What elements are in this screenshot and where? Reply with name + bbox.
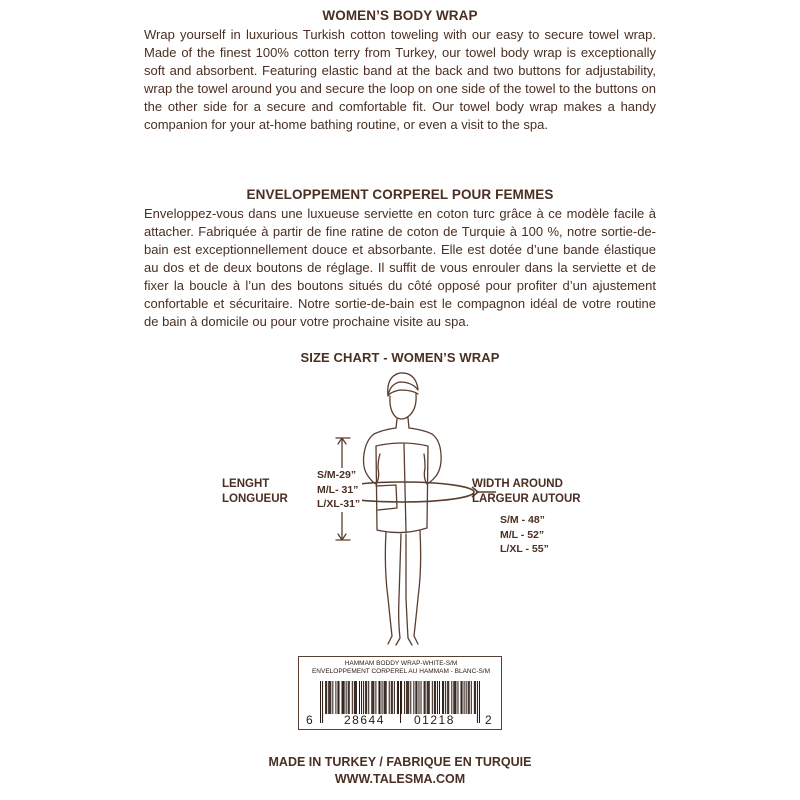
barcode-bar	[332, 681, 333, 714]
barcode-bar	[475, 681, 476, 714]
barcode-bar	[382, 681, 383, 714]
barcode-bar	[391, 681, 392, 714]
barcode-bar	[366, 681, 367, 714]
length-size-lxl: L/XL-31”	[317, 498, 361, 510]
barcode-bar	[379, 681, 380, 714]
barcode-digits-right: 01218	[414, 713, 455, 727]
barcode-digit-first: 6	[306, 713, 313, 727]
barcode-bar	[408, 681, 409, 714]
barcode-bar	[435, 681, 436, 714]
product-label-line1: HAMMAM BODDY WRAP-WHITE-S/M	[344, 660, 458, 667]
barcode-bar	[355, 681, 356, 714]
barcode-bar	[398, 681, 399, 714]
barcode-bar	[385, 681, 386, 714]
french-title: ENVELOPPEMENT CORPEREL POUR FEMMES	[246, 187, 554, 202]
made-in-text: MADE IN TURKEY / FABRIQUE EN TURQUIE	[268, 755, 532, 769]
barcode-bar	[454, 681, 455, 714]
barcode-bar	[320, 681, 321, 723]
barcode-bar	[413, 681, 414, 714]
barcode-bar	[335, 681, 336, 714]
barcode-digits-left: 28644	[344, 713, 385, 727]
barcode-bar	[384, 681, 385, 714]
barcode-bar	[455, 681, 456, 714]
barcode-bar	[401, 681, 402, 714]
barcode-bar	[354, 681, 355, 714]
barcode-bar	[425, 681, 426, 714]
barcode-bar	[407, 681, 408, 714]
barcode-bar	[437, 681, 438, 714]
barcode-bar	[479, 681, 480, 723]
barcode-bar	[344, 681, 345, 714]
barcode-bar	[477, 681, 478, 723]
barcode-bar	[453, 681, 454, 714]
barcode-bar	[410, 681, 411, 714]
barcode-bar	[471, 681, 472, 714]
width-label-en: WIDTH AROUND	[472, 478, 563, 490]
barcode-bar	[329, 681, 330, 714]
barcode-bar	[326, 681, 327, 714]
barcode-bar	[386, 681, 387, 714]
barcode-bar	[389, 681, 390, 714]
barcode-bar	[432, 681, 433, 714]
barcode-bar	[415, 681, 416, 714]
barcode-bar	[365, 681, 366, 714]
barcode-digit-last: 2	[485, 713, 492, 727]
barcode-bar	[356, 681, 357, 714]
english-title: WOMEN’S BODY WRAP	[322, 8, 478, 23]
width-label	[472, 477, 581, 507]
barcode-bar	[447, 681, 448, 714]
barcode-bar	[368, 681, 369, 714]
barcode-bar	[468, 681, 469, 714]
length-label-en: LENGHT	[222, 478, 270, 490]
barcode-bar	[474, 681, 475, 714]
barcode-bar	[359, 681, 360, 714]
barcode-bar	[442, 681, 443, 714]
barcode-bar	[372, 681, 373, 714]
width-size-ml: M/L - 52”	[500, 528, 545, 541]
width-label-fr: LARGEUR AUTOUR	[472, 493, 581, 505]
barcode-bar	[325, 681, 326, 714]
barcode-bar	[375, 681, 376, 714]
barcode-bar	[448, 681, 449, 714]
barcode-bar	[361, 681, 362, 714]
barcode-bar	[424, 681, 425, 714]
barcode-bar	[392, 681, 393, 714]
barcode-bar	[343, 681, 344, 714]
barcode-bar	[404, 681, 405, 714]
barcode-bar	[352, 681, 353, 714]
barcode-bar	[469, 681, 470, 714]
barcode-bar	[400, 681, 401, 723]
barcode-bar	[439, 681, 440, 714]
english-description: Wrap yourself in luxurious Turkish cotton toweling with our easy to secure towel wrap. Made of the finest 100% cotton terry from Turkey, our towel body wrap is exceptionally soft and absorbent. Featuring elastic band at the back and two buttons for adjustability, wrap the towel around you and secure the loop on one side of the towel to the buttons on the other side for a secure and comfortable fit. Our towel body wrap makes a handy companion for your at-home bathing routine, or even a visit to the spa.	[144, 27, 656, 132]
barcode-bar	[457, 681, 458, 714]
width-sizes	[500, 513, 549, 557]
barcode-bar	[342, 681, 343, 714]
barcode-bar	[328, 681, 329, 714]
barcode-bar	[337, 681, 338, 714]
barcode-bar	[349, 681, 350, 714]
width-size-sm: S/M - 48”	[500, 514, 545, 526]
barcode-bar	[348, 681, 349, 714]
length-size-sm: S/M-29”	[317, 469, 357, 481]
barcode-bar	[418, 681, 419, 714]
width-size-lxl: L/XL - 55”	[500, 543, 549, 555]
barcode-bar	[451, 681, 452, 714]
barcode-bar	[322, 681, 323, 723]
barcode-bar	[466, 681, 467, 714]
barcode-bar	[397, 681, 398, 714]
length-label-fr: LONGUEUR	[222, 493, 288, 505]
barcode-bar	[445, 681, 446, 714]
barcode-bar	[371, 681, 372, 714]
barcode-bar	[427, 681, 428, 714]
length-sizes	[315, 468, 362, 512]
length-size-ml: M/L- 31”	[317, 483, 359, 496]
barcode-bar	[363, 681, 364, 714]
barcode-bar	[421, 681, 422, 714]
website-text: WWW.TALESMA.COM	[334, 772, 466, 786]
barcode-bar	[464, 681, 465, 714]
barcode-bar	[406, 681, 407, 714]
barcode-bar	[330, 681, 331, 714]
barcode-bar	[338, 681, 339, 714]
size-chart-title: SIZE CHART - WOMEN’S WRAP	[300, 350, 500, 365]
barcode-bar	[434, 681, 435, 714]
barcode-bar	[443, 681, 444, 714]
product-label-line2: ENVELOPPEMENT CORPEREL AU HAMMAM - BLANC-S/M	[311, 668, 491, 675]
length-label	[222, 477, 288, 507]
barcode-bar	[346, 681, 347, 714]
barcode-bar	[462, 681, 463, 714]
french-description: Enveloppez-vous dans une luxueuse serviette en coton turc grâce à ce modèle facile à attacher. Fabriquée à partir de fine ratine de coton de Turquie à 100 %, notre sortie-de-bain est exceptionnellement douce et absorbante. Elle est dotée d’une bande élastique au dos et de deux boutons de réglage. Il suffit de vous enrouler dans la serviette et de fixer la boucle à l’un des boutons situés du côté opposé pour profiter d’un ajustement confortable et sécuritaire. Notre sortie-de-bain est le compagnon idéal de votre routine de bain à domicile ou pour votre prochaine visite au spa.	[144, 206, 656, 329]
barcode-bar	[461, 681, 462, 714]
barcode-bar	[373, 681, 374, 714]
barcode-bar	[416, 681, 417, 714]
barcode-bar	[394, 681, 395, 714]
barcode-bar	[378, 681, 379, 714]
barcode-bar	[428, 681, 429, 714]
barcode-bar	[429, 681, 430, 714]
